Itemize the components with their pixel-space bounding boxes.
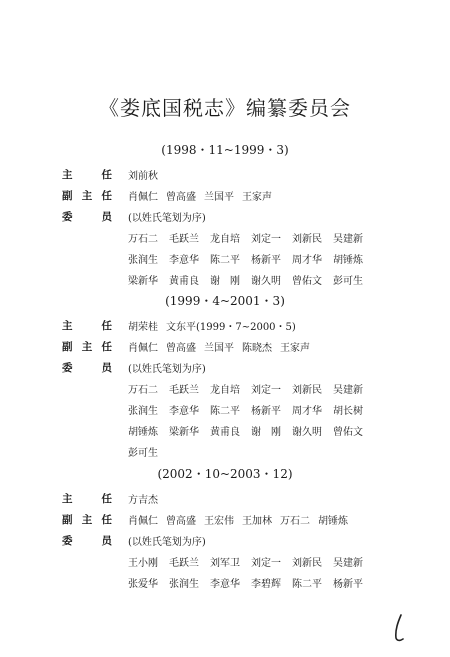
member-name: 吴建新: [333, 234, 363, 245]
director-label: 主 任: [62, 320, 112, 332]
deputy-director-name: 肖佩仁: [128, 192, 158, 203]
deputy-director-name-list: [128, 188, 280, 203]
member-name: 黄甫良: [210, 427, 240, 438]
members-row: [62, 209, 442, 229]
director-row: [62, 491, 442, 511]
deputy-director-name: 王加林: [242, 516, 272, 527]
member-name: 张润生: [169, 579, 199, 590]
director-name: 方吉杰: [128, 495, 158, 506]
director-name: 文东平(1999・7~2000・5): [166, 322, 296, 333]
deputy-director-name: 王宏伟: [204, 516, 234, 527]
member-name: 毛跃兰: [169, 558, 199, 569]
deputy-director-name: 万石二: [280, 516, 310, 527]
director-name-list: [128, 491, 166, 506]
member-name: 刘新民: [292, 385, 322, 396]
members-row: [62, 533, 442, 553]
page-title: 《娄底国税志》编纂委员会: [99, 96, 351, 120]
term-period: (1999・4~2001・3): [165, 294, 285, 308]
member-name: 吴建新: [333, 558, 363, 569]
deputy-director-name-list: [128, 512, 356, 527]
member-name: 谢久明: [292, 427, 322, 438]
member-name: 刘定一: [251, 558, 281, 569]
members-row: [62, 360, 442, 380]
deputy-director-name: 陈晓杰: [242, 343, 272, 354]
member-name: 陈二平: [210, 406, 240, 417]
member-name: 梁新华: [128, 276, 158, 287]
member-name: 李意华: [210, 579, 240, 590]
members-order-note: (以姓氏笔划为序): [128, 213, 206, 224]
director-label: 主 任: [62, 169, 112, 181]
member-name: 谢 刚: [210, 276, 240, 287]
member-name: 刘定一: [251, 385, 281, 396]
deputy-director-label: 副 主 任: [62, 514, 112, 526]
director-name-list: [128, 167, 166, 182]
member-name: 周才华: [292, 406, 322, 417]
deputy-director-name: 王家声: [242, 192, 272, 203]
member-name: 万石二: [128, 234, 158, 245]
member-name: 刘定一: [251, 234, 281, 245]
term-period: (2002・10~2003・12): [157, 467, 293, 481]
member-name: 吴建新: [333, 385, 363, 396]
member-name: 胡锤炼: [128, 427, 158, 438]
members-label: 委 员: [62, 535, 112, 547]
deputy-director-name: 肖佩仁: [128, 343, 158, 354]
members-order-note-list: [128, 209, 214, 224]
deputy-director-name: 曾高盛: [166, 516, 196, 527]
member-name: 李意华: [169, 255, 199, 266]
member-name: 黄甫良: [169, 276, 199, 287]
deputy-director-name: 曾高盛: [166, 343, 196, 354]
members-label: 委 员: [62, 362, 112, 374]
deputy-director-row: [62, 339, 442, 359]
members-order-note-list: [128, 533, 214, 548]
member-name: 谢久明: [251, 276, 281, 287]
deputy-director-name-list: [128, 339, 318, 354]
deputy-director-row: [62, 512, 442, 532]
member-name: 张润生: [128, 255, 158, 266]
member-name: 曾佑文: [292, 276, 322, 287]
members-order-note: (以姓氏笔划为序): [128, 537, 206, 548]
member-name: 杨新平: [333, 579, 363, 590]
member-name: 胡长树: [333, 406, 363, 417]
members-order-note: (以姓氏笔划为序): [128, 364, 206, 375]
member-name: 陈二平: [292, 579, 322, 590]
member-name: 龙自培: [210, 234, 240, 245]
member-name: 刘新民: [292, 558, 322, 569]
member-name: 刘军卫: [210, 558, 240, 569]
member-name: 张润生: [128, 406, 158, 417]
deputy-director-name: 兰国平: [204, 343, 234, 354]
member-name: 李意华: [169, 406, 199, 417]
member-name: 曾佑文: [333, 427, 363, 438]
member-name: 胡锤炼: [333, 255, 363, 266]
deputy-director-name: 兰国平: [204, 192, 234, 203]
deputy-director-name: 曾高盛: [166, 192, 196, 203]
deputy-director-name: 胡锤炼: [318, 516, 348, 527]
member-name: 毛跃兰: [169, 234, 199, 245]
member-name: 彭可生: [333, 276, 363, 287]
member-name: 刘新民: [292, 234, 322, 245]
member-name: 杨新平: [251, 406, 281, 417]
deputy-director-label: 副 主 任: [62, 341, 112, 353]
member-name: 彭可生: [128, 448, 158, 459]
member-name: 李碧辉: [251, 579, 281, 590]
director-name-list: [128, 318, 304, 333]
member-name: 王小刚: [128, 558, 158, 569]
member-name: 周才华: [292, 255, 322, 266]
member-name: 万石二: [128, 385, 158, 396]
director-row: [62, 318, 442, 338]
members-label: 委 员: [62, 211, 112, 223]
director-label: 主 任: [62, 493, 112, 505]
member-name: 谢 刚: [251, 427, 281, 438]
deputy-director-name: 肖佩仁: [128, 516, 158, 527]
member-name: 张爱华: [128, 579, 158, 590]
member-name: 梁新华: [169, 427, 199, 438]
director-name: 刘前秋: [128, 171, 158, 182]
deputy-director-name: 王家声: [280, 343, 310, 354]
member-name: 杨新平: [251, 255, 281, 266]
deputy-director-label: 副 主 任: [62, 190, 112, 202]
member-name: 毛跃兰: [169, 385, 199, 396]
term-period: (1998・11~1999・3): [161, 143, 289, 157]
director-name: 胡荣桂: [128, 322, 158, 333]
member-name: 龙自培: [210, 385, 240, 396]
handwritten-page-mark: [392, 614, 406, 642]
deputy-director-row: [62, 188, 442, 208]
director-row: [62, 167, 442, 187]
member-name: 陈二平: [210, 255, 240, 266]
members-order-note-list: [128, 360, 214, 375]
